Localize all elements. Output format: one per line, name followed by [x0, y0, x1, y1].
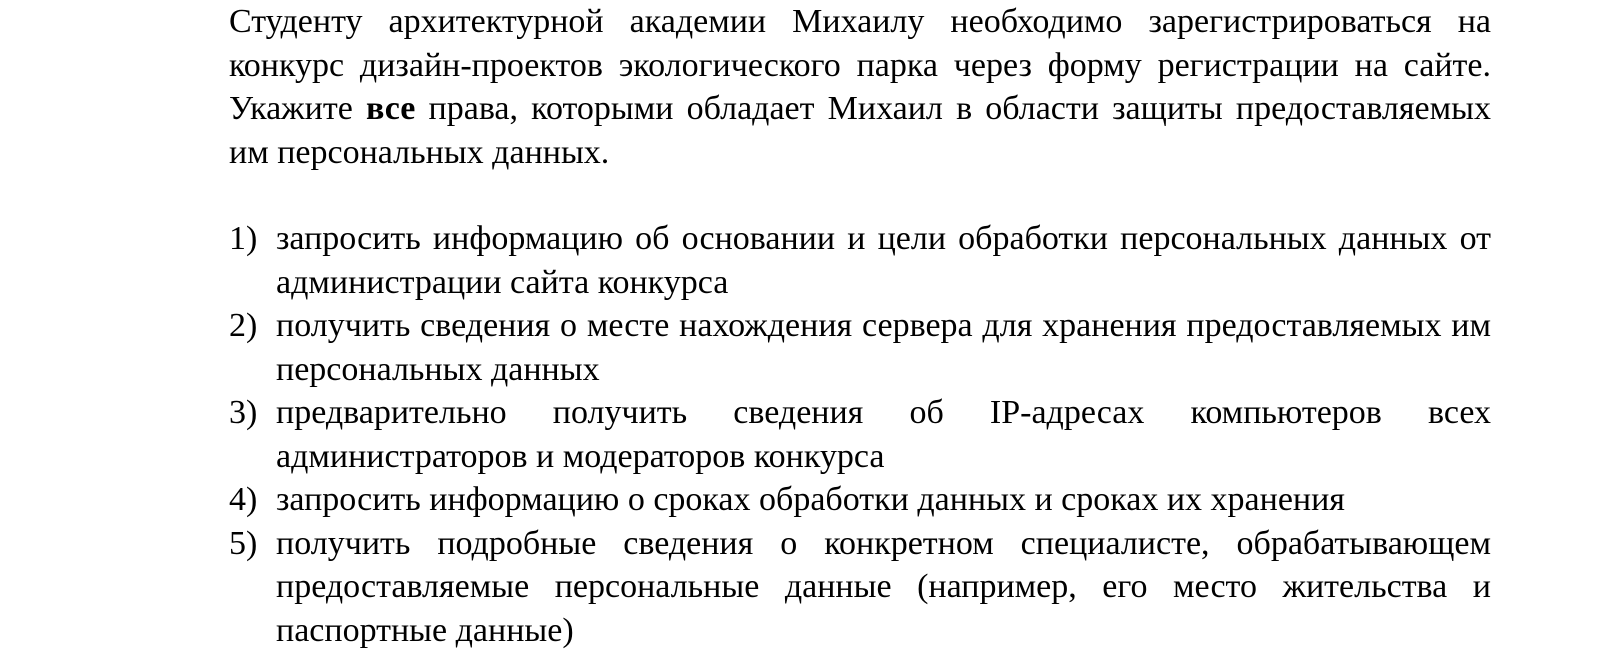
option-text: получить подробные сведения о конкретном специалисте, обрабатывающем предоставляемые персональные данные (например, его место жительства и паспортные данные) — [276, 524, 1491, 649]
option-text: запросить информацию об основании и цели обработки персональных данных от администрации сайта конкурса — [276, 220, 1491, 301]
answer-option-4 — [229, 478, 1491, 522]
option-text: запросить информацию о сроках обработки данных и сроках их хранения — [276, 481, 1345, 518]
answer-option-5 — [229, 522, 1491, 653]
question-text-part1: Студенту архитектурной академии Михаилу необходимо зарегистрироваться на конкурс дизайн-проектов экологического парка через форму регистрации на сайте. Укажите — [229, 3, 1491, 127]
option-text: получить сведения о месте нахождения сервера для хранения предоставляемых им персональных данных — [276, 307, 1491, 388]
option-number: 2) — [229, 307, 258, 344]
option-number: 1) — [229, 220, 258, 257]
answer-option-2 — [229, 304, 1491, 391]
answer-options-list — [229, 217, 1491, 652]
option-text: предварительно получить сведения об IP-адресах компьютеров всех администраторов и модераторов конкурса — [276, 394, 1491, 475]
option-number: 3) — [229, 394, 258, 431]
option-number: 5) — [229, 524, 258, 562]
option-number: 4) — [229, 481, 258, 518]
question-emphasis: все — [365, 90, 416, 127]
question-text-part2: права, которыми обладает Михаил в области защиты предоставляемых им персональных данных. — [229, 90, 1491, 171]
question-text — [229, 0, 1491, 174]
answer-option-3 — [229, 391, 1491, 478]
answer-option-1 — [229, 217, 1491, 304]
task-document — [229, 0, 1491, 652]
